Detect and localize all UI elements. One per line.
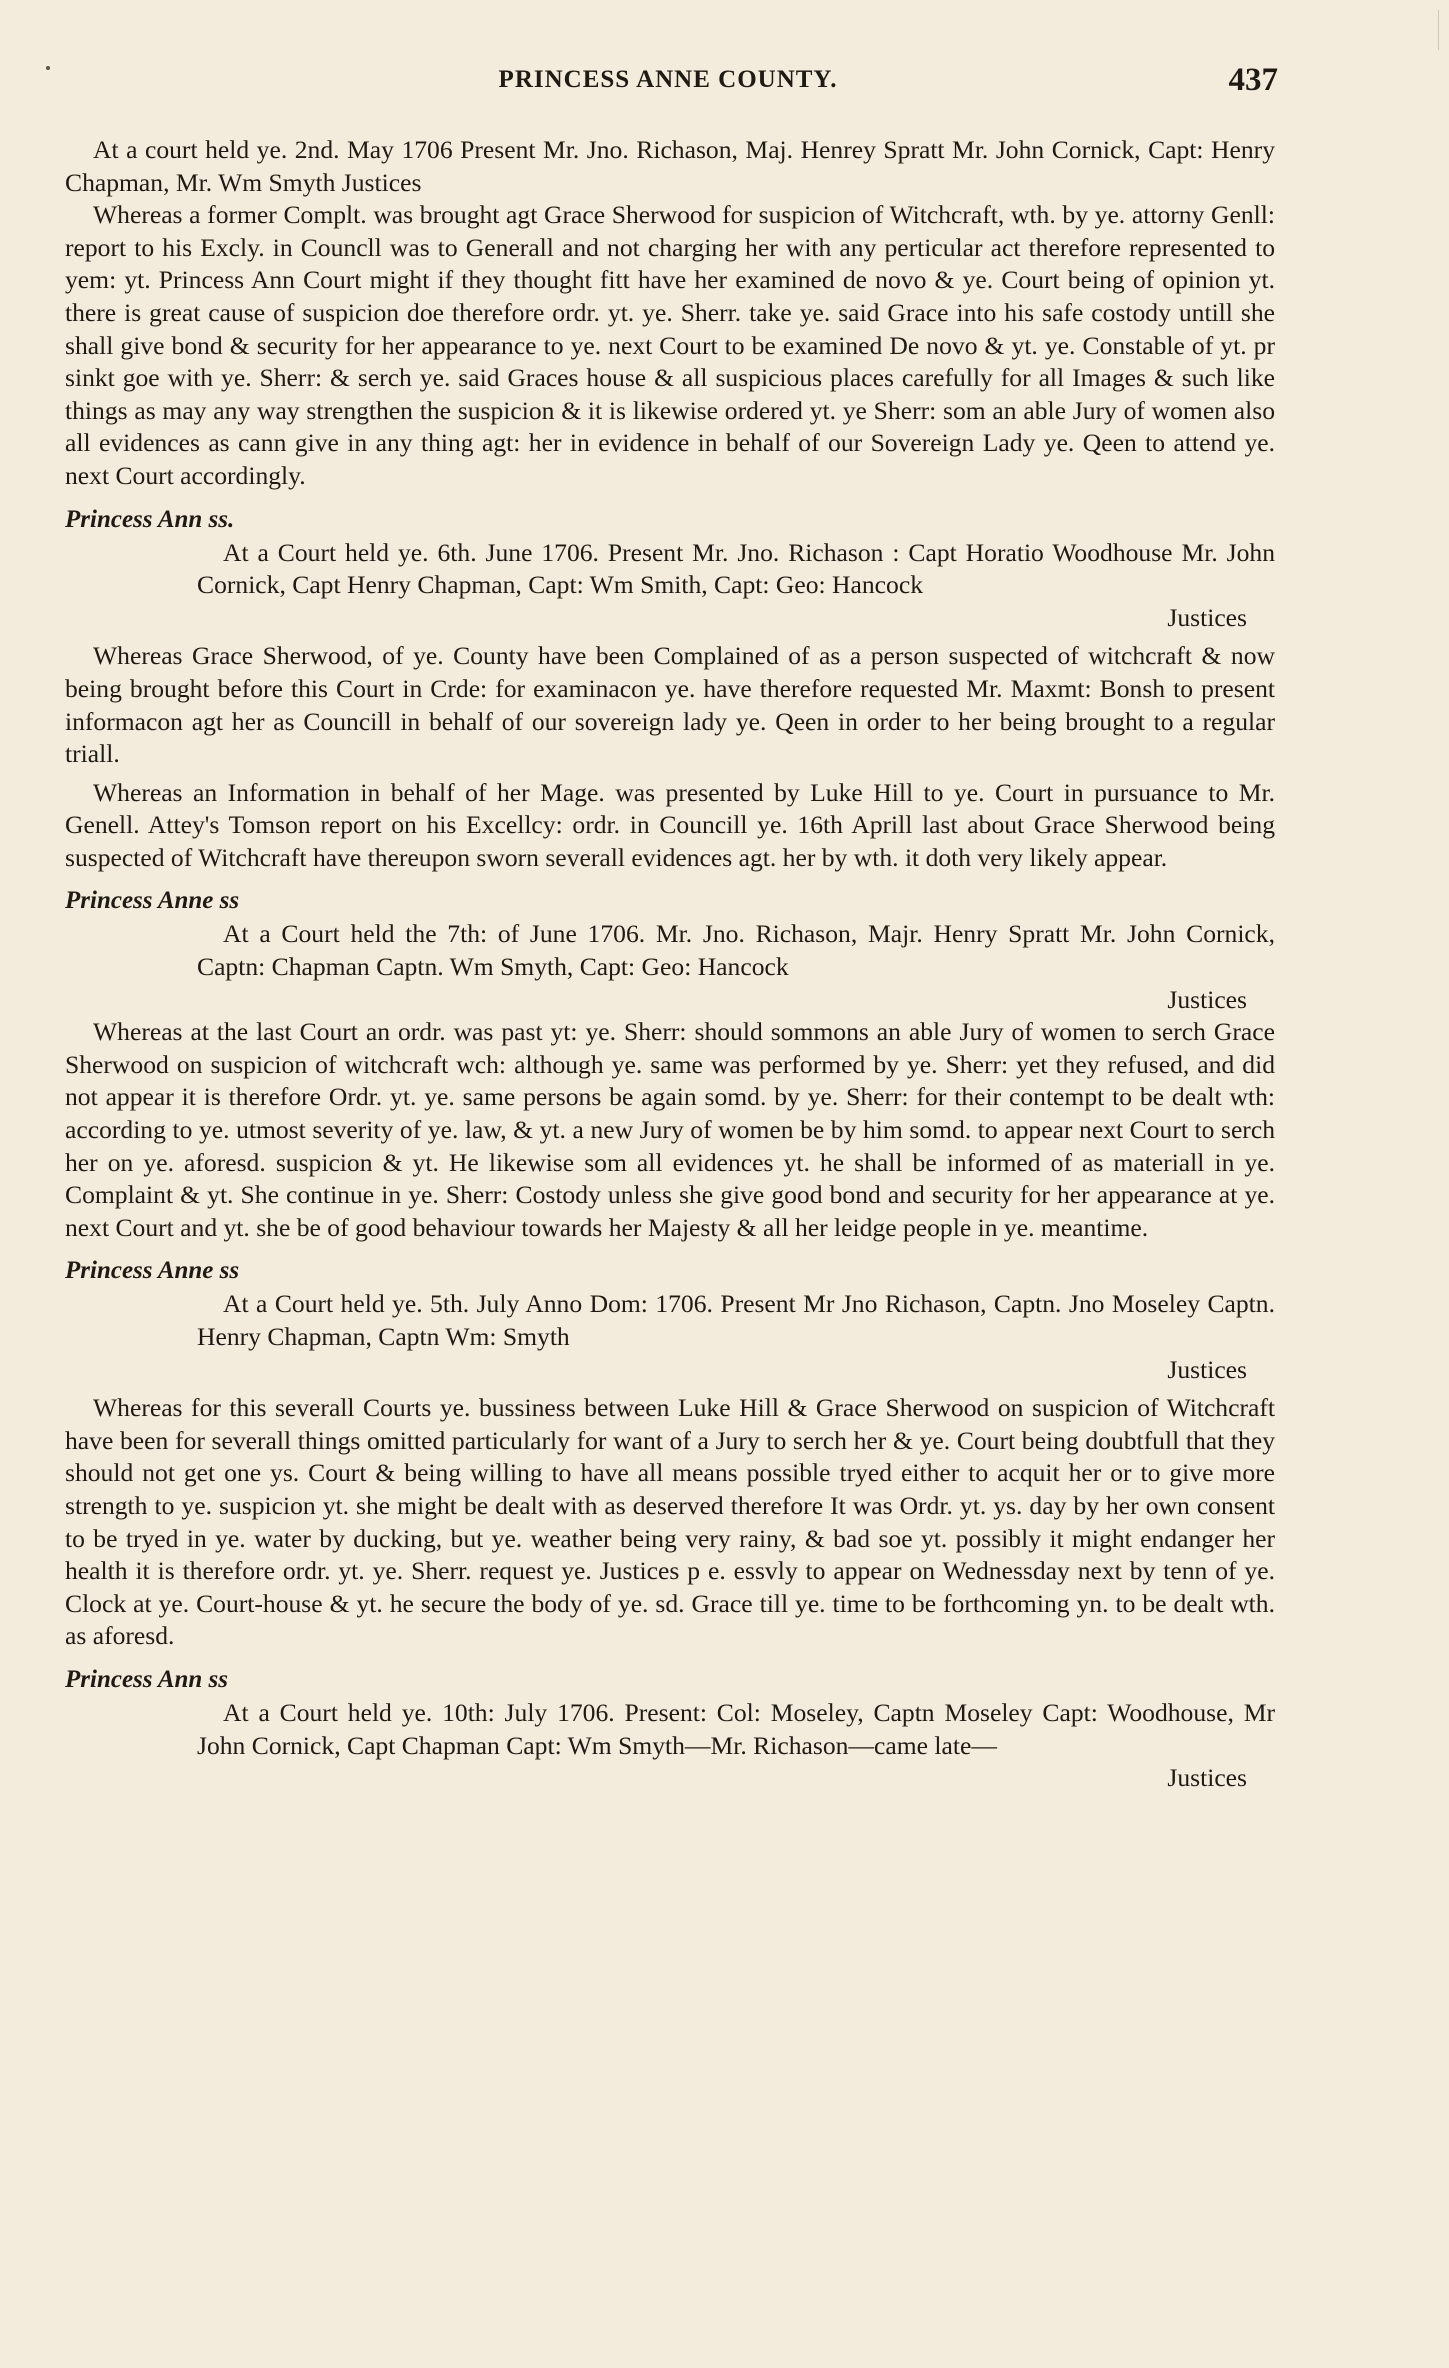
entry-court-june-7 — [65, 884, 1275, 1244]
court-order-text: Whereas for this severall Courts ye. bussiness between Luke Hill & Grace Sherwood on suspicion of Witchcraft have been for severall things omitted particularly for want of a Jury to serch her & ye. Court being doubtfull that they should not get one ys. Court & being willing to have all means possible tryed either to acquit her or to give more strength to ye. suspicion yt. she might be dealt with as deserved therefore It was Ordr. yt. ys. day by her own consent to be tryed in ye. water by ducking, but ye. weather being very rainy, & bad soe yt. possibly it might endanger her health it is therefore ordr. yt. ye. Sherr. request ye. Justices p e. essvly to appear on Wednessday next by tenn of ye. Clock at ye. Court-house & yt. he secure the body of ye. sd. Grace till ye. time to be forthcoming yn. to be dealt wth. as aforesd. — [65, 1393, 1275, 1651]
court-heading: At a Court held ye. 10th: July 1706. Present: Col: Moseley, Captn Moseley Capt: Woodhouse, Mr John Cornick, Capt Chapman Capt: Wm Smyth—Mr. Richason—came late— — [197, 1697, 1275, 1760]
page-edge-mark — [1438, 10, 1439, 50]
court-heading: At a Court held the 7th: of June 1706. Mr. Jno. Richason, Majr. Henry Spratt Mr. John Cornick, Captn: Chapman Captn. Wm Smyth, Capt: Geo: Hancock — [197, 919, 1275, 982]
court-order-text: Whereas Grace Sherwood, of ye. County have been Complained of as a person suspected of witchcraft & now being brought before this Court in Crde: for examinacon ye. have therefore requested Mr. Maxmt: Bonsh to present informacon agt her as Councill in behalf of our sovereign lady ye. Qeen in order to her being brought to a regular triall. — [65, 641, 1275, 769]
page-number: 437 — [1228, 62, 1278, 98]
running-header — [68, 62, 1278, 102]
court-heading: At a Court held ye. 6th. June 1706. Present Mr. Jno. Richason : Capt Horatio Woodhouse Mr. John Cornick, Capt Henry Chapman, Capt: Wm Smith, Capt: Geo: Hancock — [197, 537, 1275, 600]
county-label: Princess Ann ss — [65, 1665, 229, 1693]
court-order-text: Whereas at the last Court an ordr. was past yt: ye. Sherr: should sommons an able Jury of women to serch Grace Sherwood on suspicion of witchcraft wch: although ye. same was performed by ye. Sherr: yet they refused, and did not appear it is therefore Ordr. yt. ye. same persons be again somd. by ye. Sherr: for their contempt to be dealt wth: according to ye. utmost severity of ye. law, & yt. a new Jury of women be by him somd. to appear next Court to serch her on ye. aforesd. suspicion & yt. He likewise som all evidences yt. he shall be informed of as materiall in ye. Complaint & yt. She continue in ye. Sherr: Costody unless she give good bond and security for her appearance at ye. next Court and yt. she be of good behaviour towards her Majesty & all her leidge people in ye. meantime. — [65, 1017, 1275, 1242]
justices-label: Justices — [1167, 602, 1247, 632]
entry-court-july-10 — [65, 1663, 1275, 1795]
page-body — [65, 134, 1275, 1795]
county-label: Princess Ann ss. — [65, 505, 235, 533]
justices-label: Justices — [1167, 1763, 1247, 1793]
county-label: Princess Anne ss — [65, 1257, 240, 1285]
entry-court-june-6 — [65, 503, 1275, 875]
court-order-text: Whereas a former Complt. was brought agt Grace Sherwood for suspicion of Witchcraft, wth. by ye. attorny Genll: report to his Excly. in Councll was to Generall and not charging her with any perticular act therefore represented to yem: yt. Princess Ann Court might if they thought fitt have her examined de novo & ye. Court being of opinion yt. there is great cause of suspicion doe therefore ordr. yt. ye. Sherr. take ye. said Grace into his safe costody untill she shall give bond & security for her appearance to ye. next Court to be examined De novo & yt. ye. Constable of yt. pr sinkt goe with ye. Sherr: & serch ye. said Graces house & all suspicious places carefully for all Images & such like things as may any way strengthen the suspicion & it is likewise ordered yt. ye Sherr: som an able Jury of women also all evidences as cann give in any thing agt: her in evidence in behalf of our Sovereign Lady ye. Qeen to attend ye. next Court accordingly. — [65, 200, 1275, 490]
court-heading: At a court held ye. 2nd. May 1706 Present Mr. Jno. Richason, Maj. Henrey Spratt Mr. John Cornick, Capt: Henry Chapman, Mr. Wm Smyth Justices — [65, 135, 1275, 197]
page-speck — [46, 66, 50, 70]
entry-court-july-5 — [65, 1254, 1275, 1653]
county-label: Princess Anne ss — [65, 887, 240, 915]
court-order-text: Whereas an Information in behalf of her Mage. was presented by Luke Hill to ye. Court in pursuance to Mr. Genell. Attey's Tomson report on his Excellcy: ordr. in Councill ye. 16th Aprill last about Grace Sherwood being suspected of Witchcraft have thereupon sworn severall evidences agt. her by wth. it doth very likely appear. — [65, 777, 1275, 872]
court-heading: At a Court held ye. 5th. July Anno Dom: 1706. Present Mr Jno Richason, Captn. Jno Moseley Captn. Henry Chapman, Captn Wm: Smyth — [197, 1289, 1275, 1351]
justices-label: Justices — [1167, 1354, 1247, 1384]
entry-court-may-2 — [65, 134, 1275, 493]
justices-label: Justices — [1167, 984, 1247, 1014]
running-title: PRINCESS ANNE COUNTY. — [498, 66, 838, 93]
